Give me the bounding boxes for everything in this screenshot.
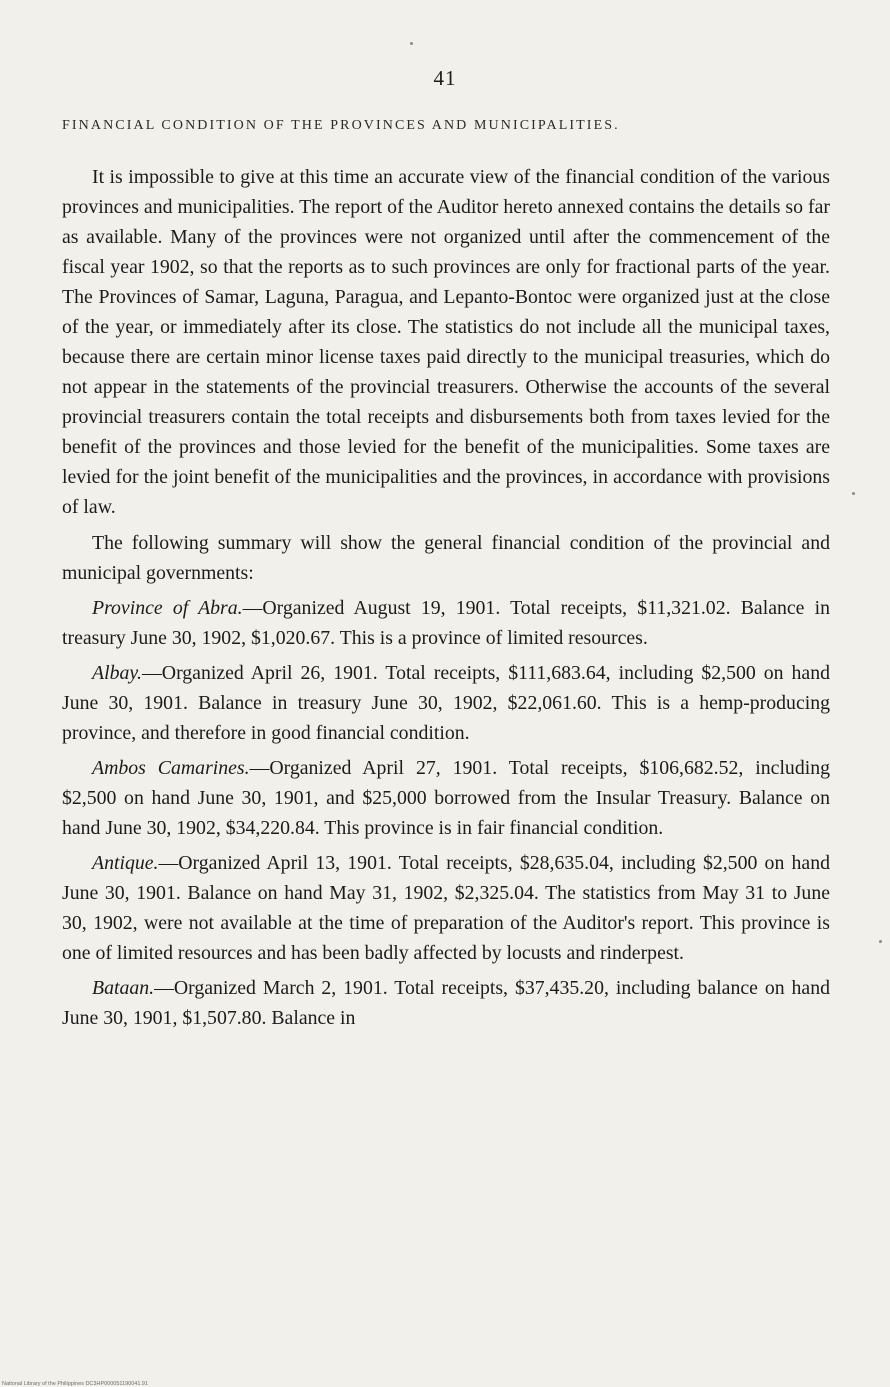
paragraph-summary: [62, 528, 830, 588]
paragraph-text: —Organized April 27, 1901. Total receipts, $106,682.52, including $2,500 on hand June 30, 1901, and $25,000 borrowed from the Insular Treasury. Balance on hand June 30, 1902, $34,220.84. This province is in fair financial condition.: [62, 757, 830, 839]
paragraph-abra: [62, 593, 830, 653]
paragraph-text: —Organized April 26, 1901. Total receipts, $111,683.64, including $2,500 on hand June 30, 1901. Balance in treasury June 30, 1902, $22,061.60. This is a hemp-producing province, and therefore in good financial condition.: [62, 662, 830, 744]
scan-speck: [852, 492, 855, 495]
paragraph-intro: [62, 162, 830, 522]
paragraph-ambos-camarines: [62, 753, 830, 843]
page-number: 41: [433, 66, 457, 90]
paragraph-text: —Organized August 19, 1901. Total receipts, $11,321.02. Balance in treasury June 30, 1902, $1,020.67. This is a province of limited resources.: [62, 597, 831, 649]
province-name: Ambos Camarines.: [92, 757, 250, 779]
paragraph-albay: [62, 658, 830, 748]
province-name: Albay.: [92, 662, 142, 684]
paragraph-text: —Organized March 2, 1901. Total receipts, $37,435.20, including balance on hand June 30, 1901, $1,507.80. Balance in: [62, 977, 830, 1029]
scan-speck: [410, 42, 413, 45]
province-name: Province of Abra.: [92, 597, 243, 619]
paragraph-antique: [62, 848, 830, 968]
paragraph-text: The following summary will show the general financial condition of the provincial and municipal governments:: [62, 532, 830, 584]
scan-speck: [879, 940, 882, 943]
paragraph-text: It is impossible to give at this time an accurate view of the financial condition of the various provinces and municipalities. The report of the Auditor hereto annexed contains the details so far as available. Many of the provinces were not organized until after the commencement of the fiscal year 1902, so that the reports as to such provinces are only for fractional parts of the year. The Provinces of Samar, Laguna, Paragua, and Lepanto-Bontoc were organized just at the close of the year, or immediately after its close. The statistics do not include all the municipal taxes, because there are certain minor license taxes paid directly to the municipal treasuries, which do not appear in the statements of the provincial treasurers. Otherwise the accounts of the several provincial treasurers contain the total receipts and disbursements both from taxes levied for the benefit of the provinces and those levied for the benefit of the municipalities. Some taxes are levied for the joint benefit of the municipalities and the provinces, in accordance with provisions of law.: [62, 166, 830, 518]
scan-footer: National Library of the Philippines DC3HP000051190041.91: [2, 1381, 149, 1387]
paragraph-text: —Organized April 13, 1901. Total receipts, $28,635.04, including $2,500 on hand June 30, 1901. Balance on hand May 31, 1902, $2,325.04. The statistics from May 31 to June 30, 1902, were not available at the time of preparation of the Auditor's report. This province is one of limited resources and has been badly affected by locusts and rinderpest.: [62, 852, 830, 964]
paragraph-bataan: [62, 973, 830, 1033]
body-text: [62, 162, 830, 1038]
province-name: Antique.: [92, 852, 159, 874]
section-heading: FINANCIAL CONDITION OF THE PROVINCES AND MUNICIPALITIES.: [62, 118, 620, 133]
province-name: Bataan.: [92, 977, 155, 999]
